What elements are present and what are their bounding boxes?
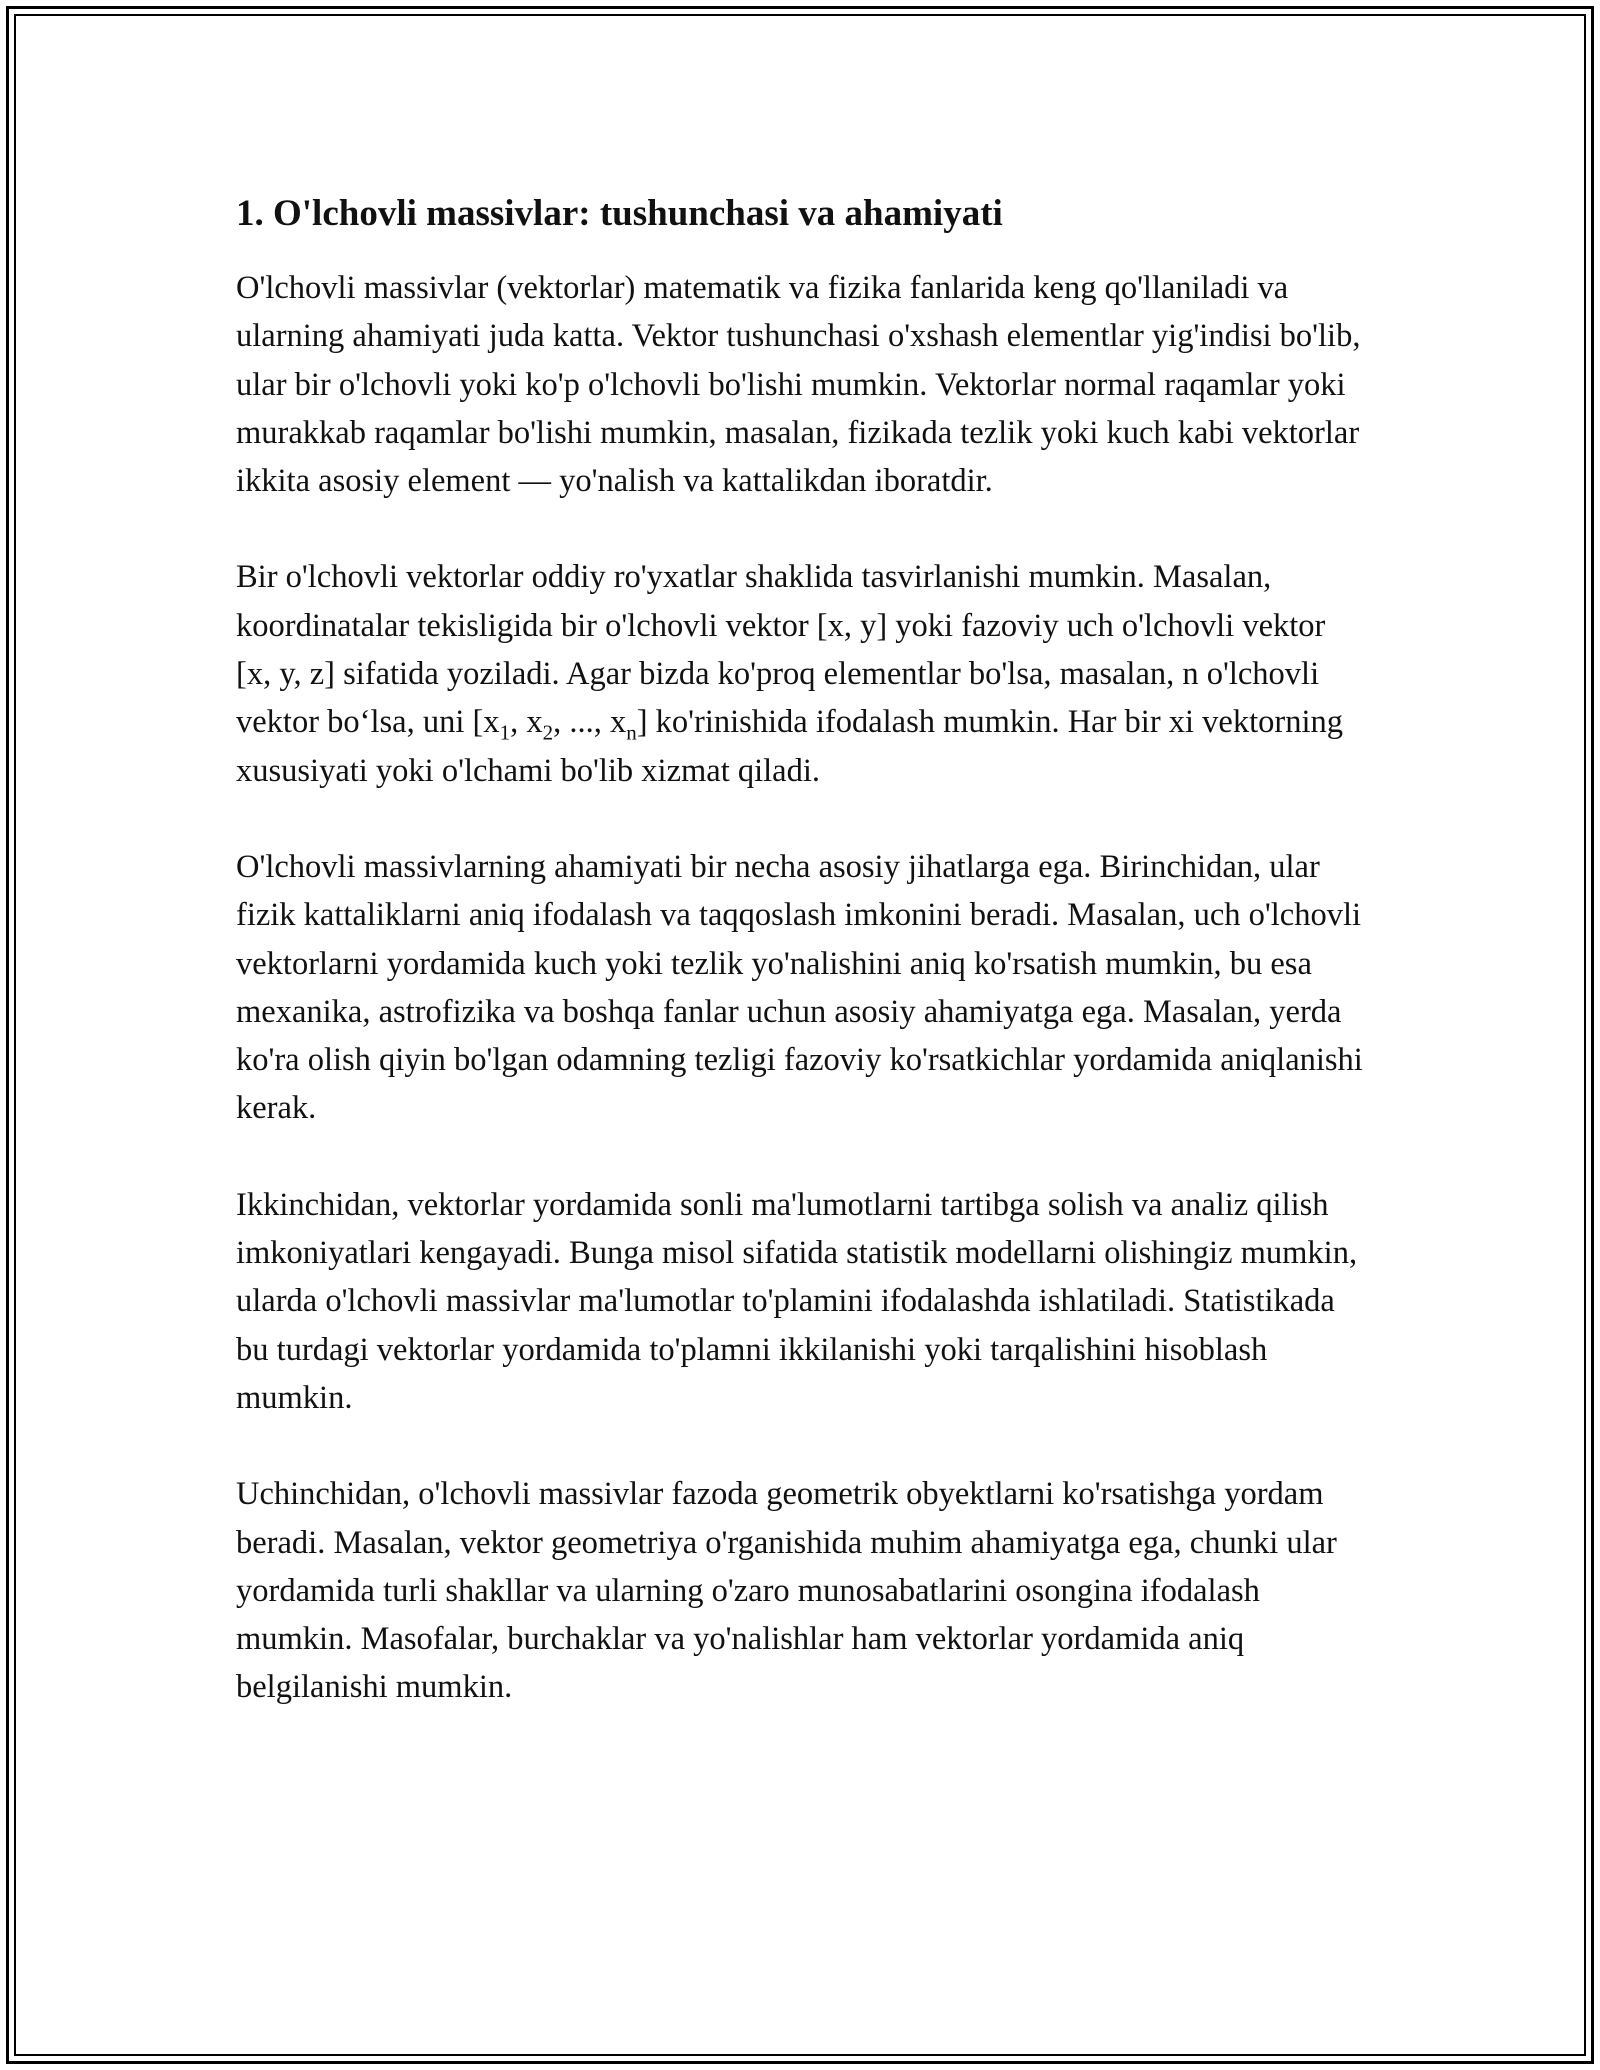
paragraph-2-text-after: ] ko'rinishida ifodalash mumkin. Har bir xi vektorning xususiyati yoki o'lchami bo'lib xizmat qiladi. — [236, 704, 1343, 789]
paragraph-2 — [236, 553, 1366, 794]
paragraph-1: O'lchovli massivlar (vektorlar) matematik va fizika fanlarida keng qo'llaniladi va ularning ahamiyati juda katta. Vektor tushunchasi o'xshash elementlar yig'indisi bo'lib, ular bir o'lchovli yoki ko'p o'lchovli bo'lishi mumkin. Vektorlar normal raqamlar yoki murakkab raqamlar bo'lishi mumkin, masalan, fizikada tezlik yoki kuch kabi vektorlar ikkita asosiy element — yo'nalish va kattalikdan iboratdir. — [236, 270, 1361, 500]
paragraph-4: Ikkinchidan, vektorlar yordamida sonli ma'lumotlarni tartibga solish va analiz qilish imkoniyatlari kengayadi. Bunga misol sifatida statistik modellarni olishingiz mumkin, ularda o'lchovli massivlar ma'lumotlar to'plamini ifodalashda ishlatiladi. Statistikada bu turdagi vektorlar yordamida to'plamni ikkilanishi yoki tarqalishini hisoblash mumkin. — [236, 1186, 1358, 1416]
subscript-2: 2 — [542, 720, 554, 745]
subscript-n: n — [626, 720, 637, 745]
paragraph-5: Uchinchidan, o'lchovli massivlar fazoda geometrik obyektlarni ko'rsatishga yordam beradi. Masalan, vektor geometriya o'rganishida muhim ahamiyatga ega, chunki ular yordamida turli shakllar va ularning o'zaro munosabatlarini osongina ifodalash mumkin. Masofalar, burchaklar va yo'nalishlar ham vektorlar yordamida aniq belgilanishi mumkin. — [236, 1476, 1337, 1706]
section-heading: 1. O'lchovli massivlar: tushunchasi va ahamiyati — [236, 193, 1003, 234]
paragraph-2-text-before: Bir o'lchovli vektorlar oddiy ro'yxatlar shaklida tasvirlanishi mumkin. Masalan, koordinatalar tekisligida bir o'lchovli vektor [x, y] yoki fazoviy uch o'lchovli vektor [x, y, z] sifatida yoziladi. Agar bizda ko'proq elementlar bo'lsa, masalan, n o'lchovli vektor bo‘lsa, uni [x — [236, 559, 1326, 741]
subscript-1: 1 — [499, 720, 511, 745]
paragraph-3: O'lchovli massivlarning ahamiyati bir necha asosiy jihatlarga ega. Birinchidan, ular fizik kattaliklarni aniq ifodalash va taqqoslash imkonini beradi. Masalan, uch o'lchovli vektorlarni yordamida kuch yoki tezlik yo'nalishini aniq ko'rsatish mumkin, bu esa mexanika, astrofizika va boshqa fanlar uchun asosiy ahamiyatga ega. Masalan, yerda ko'ra olish qiyin bo'lgan odamning tezligi fazoviy ko'rsatkichlar yordamida aniqlanishi kerak. — [236, 848, 1363, 1127]
document-body — [236, 186, 1366, 1760]
paragraph-2-text-mid-1: , x — [510, 704, 543, 741]
paragraph-2-text-mid-2: , ..., x — [553, 704, 627, 741]
